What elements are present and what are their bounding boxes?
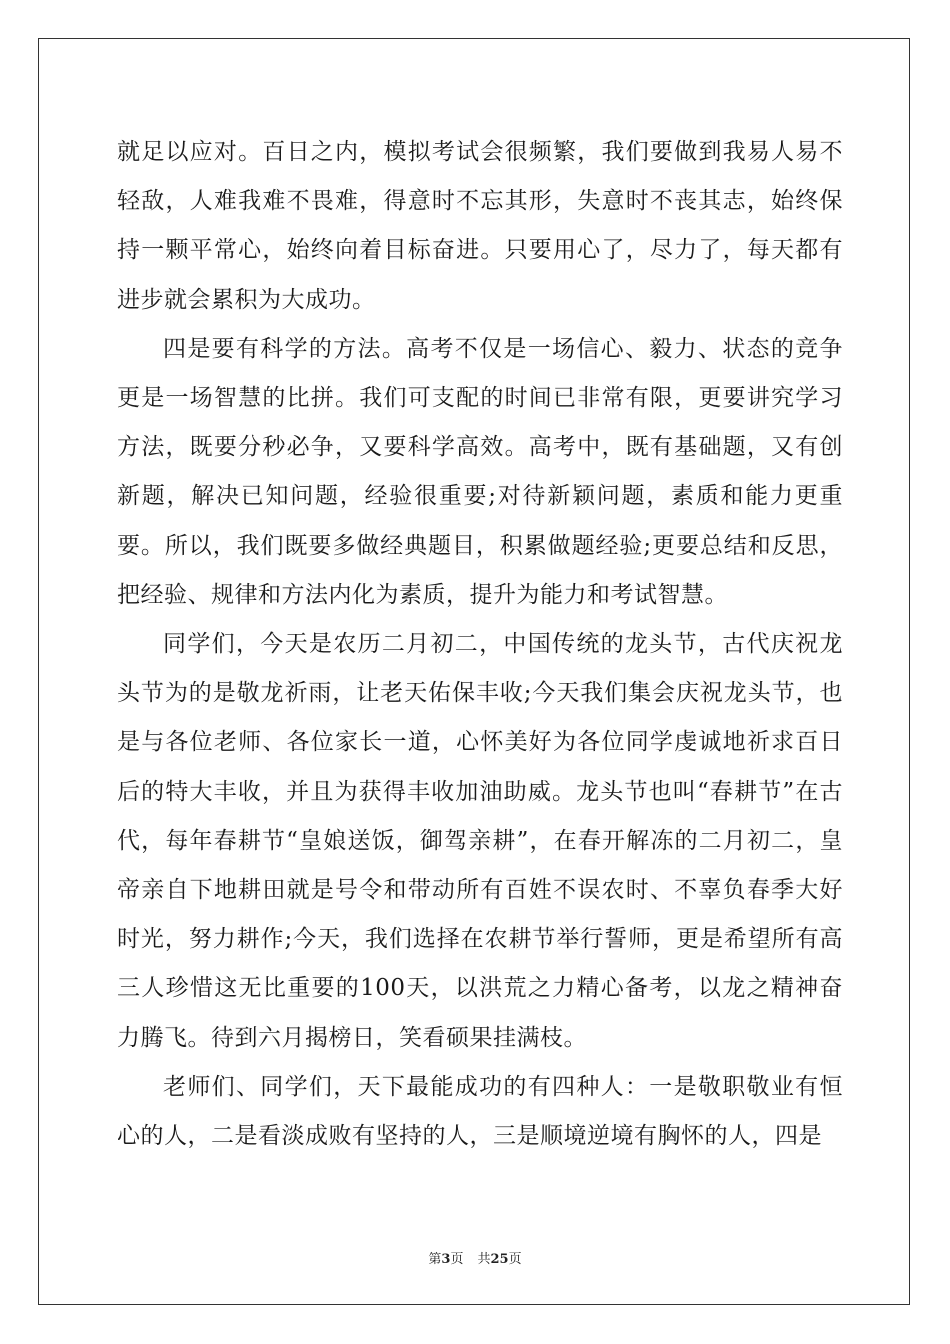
paragraph-3: 同学们，今天是农历二月初二，中国传统的龙头节，古代庆祝龙头节为的是敬龙祈雨，让老天佑保丰收;今天我们集会庆祝龙头节，也是与各位老师、各位家长一道，心怀美好为各位同学虔诚地祈求百日后的特大丰收，并且为获得丰收加油助威。龙头节也叫“春耕节”在古代，每年春耕节“皇娘送饭，御驾亲耕”，在春开解冻的二月初二，皇帝亲自下地耕田就是号令和带动所有百姓不误农时、不辜负春季大好时光，努力耕作;今天，我们选择在农耕节举行誓师，更是希望所有高三人珍惜这无比重要的100天，以洪荒之力精心备考，以龙之精神奋力腾飞。待到六月揭榜日，笑看硕果挂满枝。 [117,631,843,1051]
paragraph-4: 老师们、同学们，天下最能成功的有四种人：一是敬职敬业有恒心的人，二是看淡成败有坚持的人，三是顺境逆境有胸怀的人，四是 [117,1073,843,1150]
total-pages-number: 25 [490,1252,509,1267]
paragraph-1: 就足以应对。百日之内，模拟考试会很频繁，我们要做到我易人易不轻敌，人难我难不畏难，得意时不忘其形，失意时不丧其志，始终保持一颗平常心，始终向着目标奋进。只要用心了，尽力了，每天都有进步就会累积为大成功。 [117,139,843,313]
total-suffix: 页 [508,1252,522,1267]
page-suffix: 页 [450,1252,464,1267]
document-body [117,128,843,1161]
page-prefix: 第 [428,1252,442,1267]
page-footer [0,1248,950,1267]
current-page-number: 3 [441,1252,451,1267]
paragraph-2: 四是要有科学的方法。高考不仅是一场信心、毅力、状态的竞争更是一场智慧的比拼。我们可支配的时间已非常有限，更要讲究学习方法，既要分秒必争，又要科学高效。高考中，既有基础题，又有创新题，解决已知问题，经验很重要;对待新颖问题，素质和能力更重要。所以，我们既要多做经典题目，积累做题经验;更要总结和反思，把经验、规律和方法内化为素质，提升为能力和考试智慧。 [117,335,843,608]
total-prefix: 共 [477,1252,491,1267]
